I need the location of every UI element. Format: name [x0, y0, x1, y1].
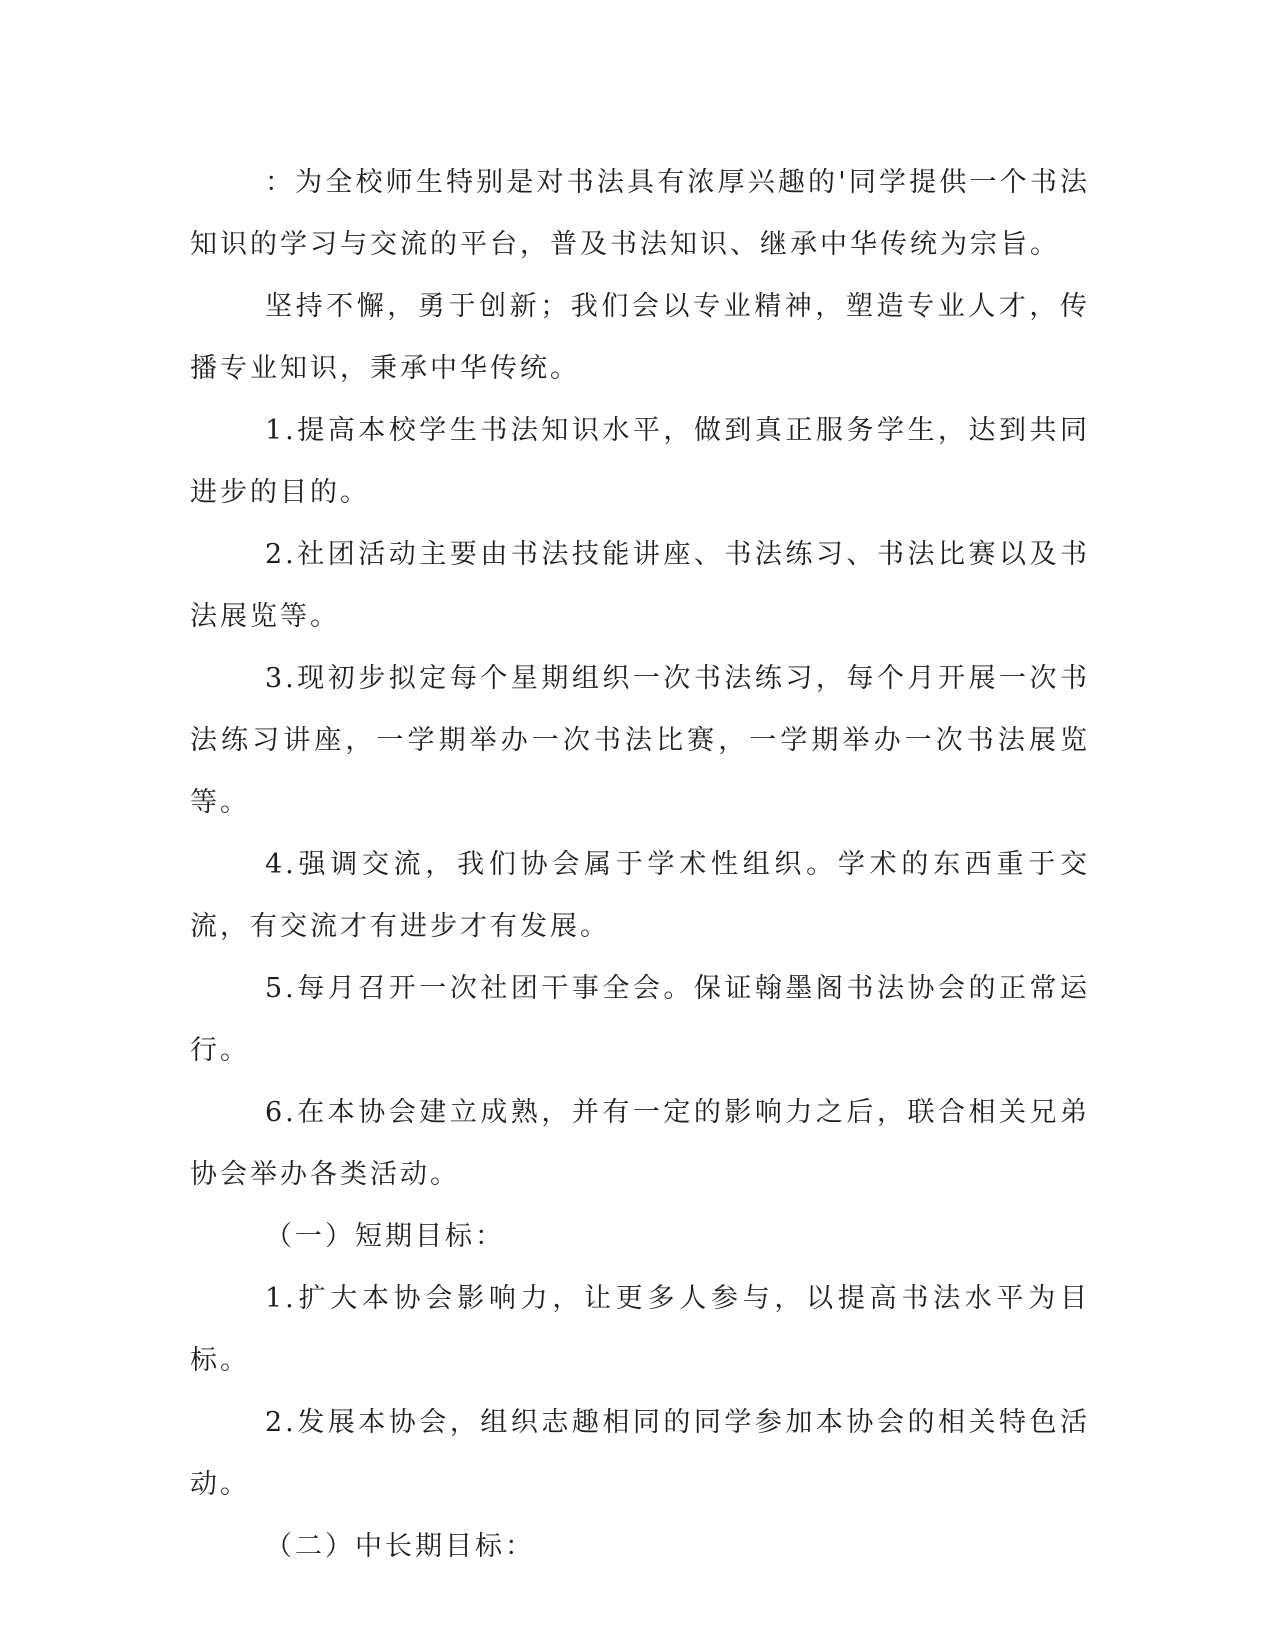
paragraph-motto: 坚持不懈，勇于创新；我们会以专业精神，塑造专业人才，传播专业知识，秉承中华传统。 — [190, 291, 1090, 384]
heading-long-term-goals: （二）中长期目标： — [265, 1531, 535, 1562]
paragraph-item-4: 4.强调交流，我们协会属于学术性组织。学术的东西重于交流，有交流才有进步才有发展。 — [190, 849, 1090, 942]
paragraph-short-term-2: 2.发展本协会，组织志趣相同的同学参加本协会的相关特色活动。 — [190, 1407, 1090, 1500]
paragraph-item-6: 6.在本协会建立成熟，并有一定的影响力之后，联合相关兄弟协会举办各类活动。 — [190, 1097, 1090, 1190]
paragraph-item-5: 5.每月召开一次社团干事全会。保证翰墨阁书法协会的正常运行。 — [190, 973, 1090, 1066]
paragraph-item-1: 1.提高本校学生书法知识水平，做到真正服务学生，达到共同进步的目的。 — [190, 415, 1090, 508]
paragraph-short-term-1: 1.扩大本协会影响力，让更多人参与，以提高书法水平为目标。 — [190, 1283, 1090, 1376]
paragraph-item-3: 3.现初步拟定每个星期组织一次书法练习，每个月开展一次书法练习讲座，一学期举办一次书法比赛，一学期举办一次书法展览等。 — [190, 663, 1090, 818]
document-body — [190, 152, 1090, 1578]
heading-short-term-goals: （一）短期目标： — [265, 1221, 505, 1252]
paragraph-purpose: ：为全校师生特别是对书法具有浓厚兴趣的'同学提供一个书法知识的学习与交流的平台，普及书法知识、继承中华传统为宗旨。 — [190, 167, 1090, 260]
paragraph-item-2: 2.社团活动主要由书法技能讲座、书法练习、书法比赛以及书法展览等。 — [190, 539, 1090, 632]
